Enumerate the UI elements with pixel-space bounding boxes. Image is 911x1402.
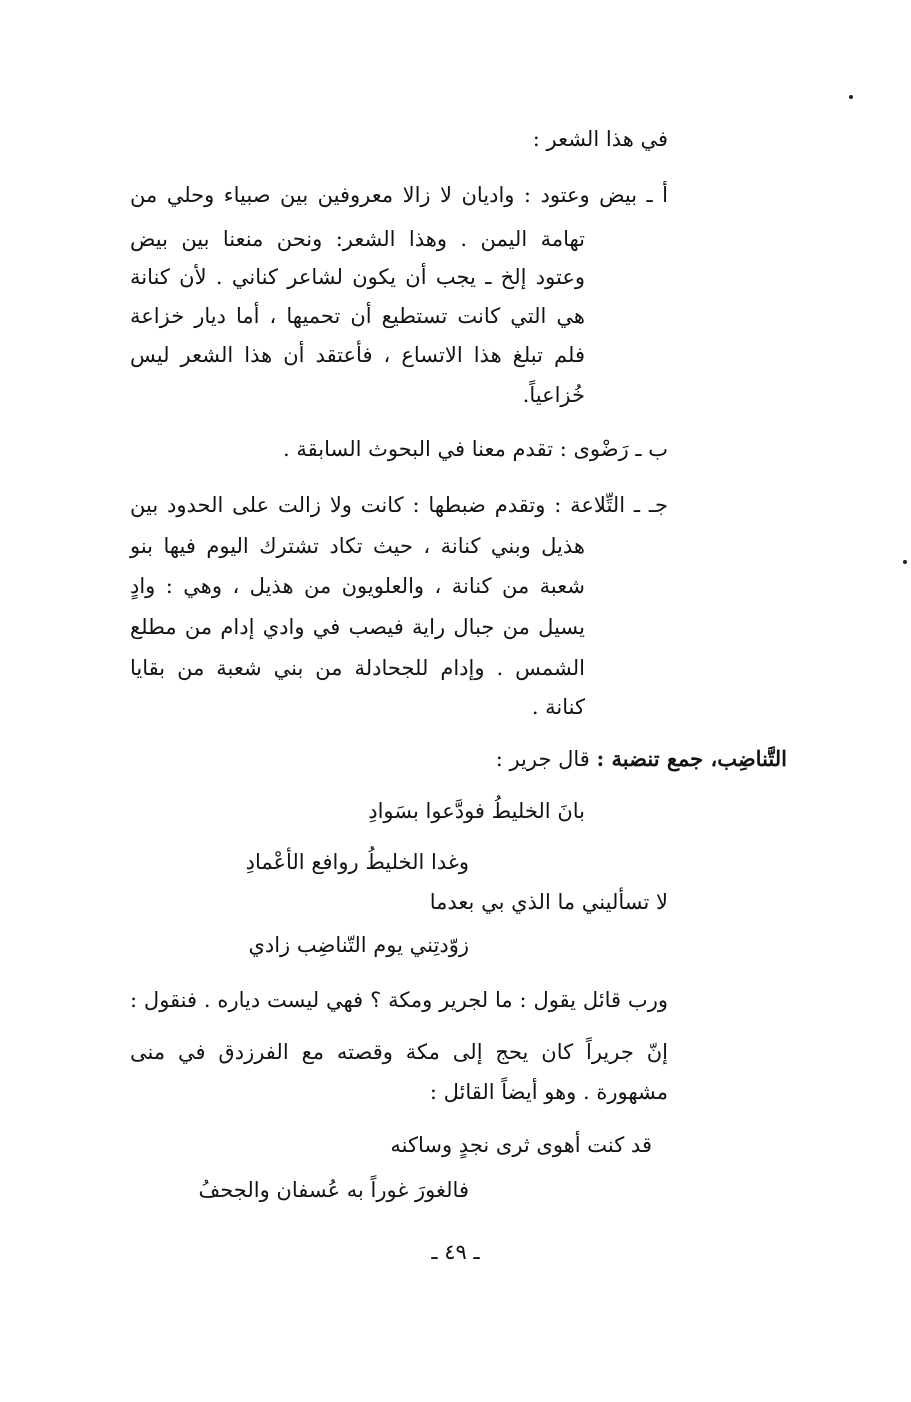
paragraph-line: مشهورة . وهو أيضاً القائل : [429,1080,668,1104]
paragraph-line: تهامة اليمن . وهذا الشعر: ونحن منعنا بين بيض [130,227,585,251]
paragraph-line: فلم تبلغ هذا الاتساع ، فأعتقد أن هذا الشعر ليس [130,343,585,367]
poem-verse: زوّدتِني يوم التّناضِب زادي [248,933,469,957]
poem-verse: بانَ الخليطُ فودَّعوا بسَوادِ [368,799,585,823]
paragraph-line: جـ ـ التِّلاعة : وتقدم ضبطها : كانت ولا زالت على الحدود بين [130,493,668,517]
poem-verse: لا تسأليني ما الذي بي بعدما [429,890,668,914]
paragraph-line: ورب قائل يقول : ما لجرير ومكة ؟ فهي ليست دياره . فنقول : [130,988,668,1012]
poem-verse: وغدا الخليطُ روافع الأعْمادِ [245,850,469,874]
paragraph-line: يسيل من جبال راية فيصب في وادي إدام من مطلع [130,615,585,639]
poem-verse: فالغورَ غوراً به عُسفان والجحفُ [198,1178,469,1202]
scan-speck [903,560,907,564]
scan-speck [849,95,853,99]
entry-term: التَّناضِب، جمع تنضبة : [596,746,787,771]
paragraph-line: إنّ جريراً كان يحج إلى مكة وقصته مع الفرزدق في منى [130,1040,668,1064]
paragraph-line: هذيل وبني كنانة ، حيث تكاد تشترك اليوم فيها بنو [130,534,585,558]
paragraph-line: وعتود إلخ ـ يجب أن يكون لشاعر كناني . لأن كنانة [130,265,585,289]
paragraph-line: شعبة من كنانة ، والعلويون من هذيل ، وهي : وادٍ [130,574,585,598]
entry-heading [496,744,787,774]
paragraph-line: هي التي كانت تستطيع أن تحميها ، أما ديار خزاعة [130,304,585,328]
poem-verse: قد كنت أهوى ثرى نجدٍ وساكنه [390,1133,652,1157]
paragraph-line: الشمس . وإدام للجحادلة من بني شعبة من بقايا [130,656,585,680]
paragraph-line: كنانة . [531,695,585,719]
paragraph-line: أ ـ بيض وعتود : واديان لا زالا معروفين بين صبياء وحلي من [130,183,668,207]
paragraph-line: خُزاعياً. [522,383,585,407]
page-number: ـ ٤٩ ـ [431,1240,480,1264]
paragraph-line: ب ـ رَضْوى : تقدم معنا في البحوث السابقة . [283,437,668,461]
entry-intro: قال جرير : [495,747,597,771]
intro-line: في هذا الشعر : [532,127,668,151]
